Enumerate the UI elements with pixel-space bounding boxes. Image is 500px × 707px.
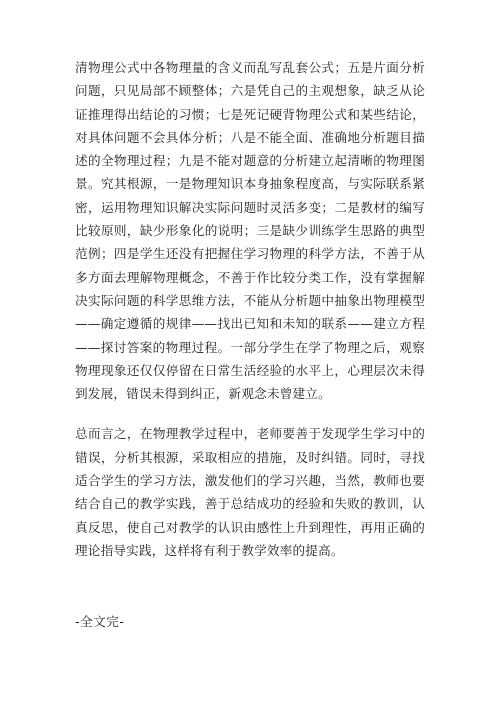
end-of-text-mark: -全文完- <box>75 614 125 630</box>
body-paragraph-1: 清物理公式中各物理量的含义而乱写乱套公式；五是片面分析问题，只见局部不顾整体；六是凭自己的主观想象，缺乏从论证推理得出结论的习惯；七是死记硬背物理公式和某些结论，对具体问题不会具体分析；八是不能全面、准确地分析题目描述的全物理过程；九是不能对题意的分析建立起清晰的物理图景。究其根源，一是物理知识本身抽象程度高，与实际联系紧密，运用物理知识解决实际问题时灵活多变；二是教材的编写比较原则，缺少形象化的说明；三是缺少训练学生思路的典型范例；四是学生还没有把握住学习物理的科学方法，不善于从多方面去理解物理概念，不善于作比较分类工作，没有掌握解决实际问题的科学思维方法，不能从分析题中抽象出物理模型——确定遵循的规律——找出已知和未知的联系——建立方程——探讨答案的物理过程。一部分学生在学了物理之后，观察物理现象还仅仅停留在日常生活经验的水平上，心理层次未得到发展，错误未得到纠正，新观念未曾建立。 <box>75 60 425 402</box>
body-paragraph-2: 总而言之，在物理教学过程中，老师要善于发现学生学习中的错误，分析其根源，采取相应的措施，及时纠错。同时，寻找适合学生的学习方法，激发他们的学习兴趣，当然，教师也要结合自己的教学实践，善于总结成功的经验和失败的教训，认真反思，使自己对教学的认识由感性上升到理性，再用正确的理论指导实践，这样将有利于教学效率的提高。 <box>75 426 425 558</box>
